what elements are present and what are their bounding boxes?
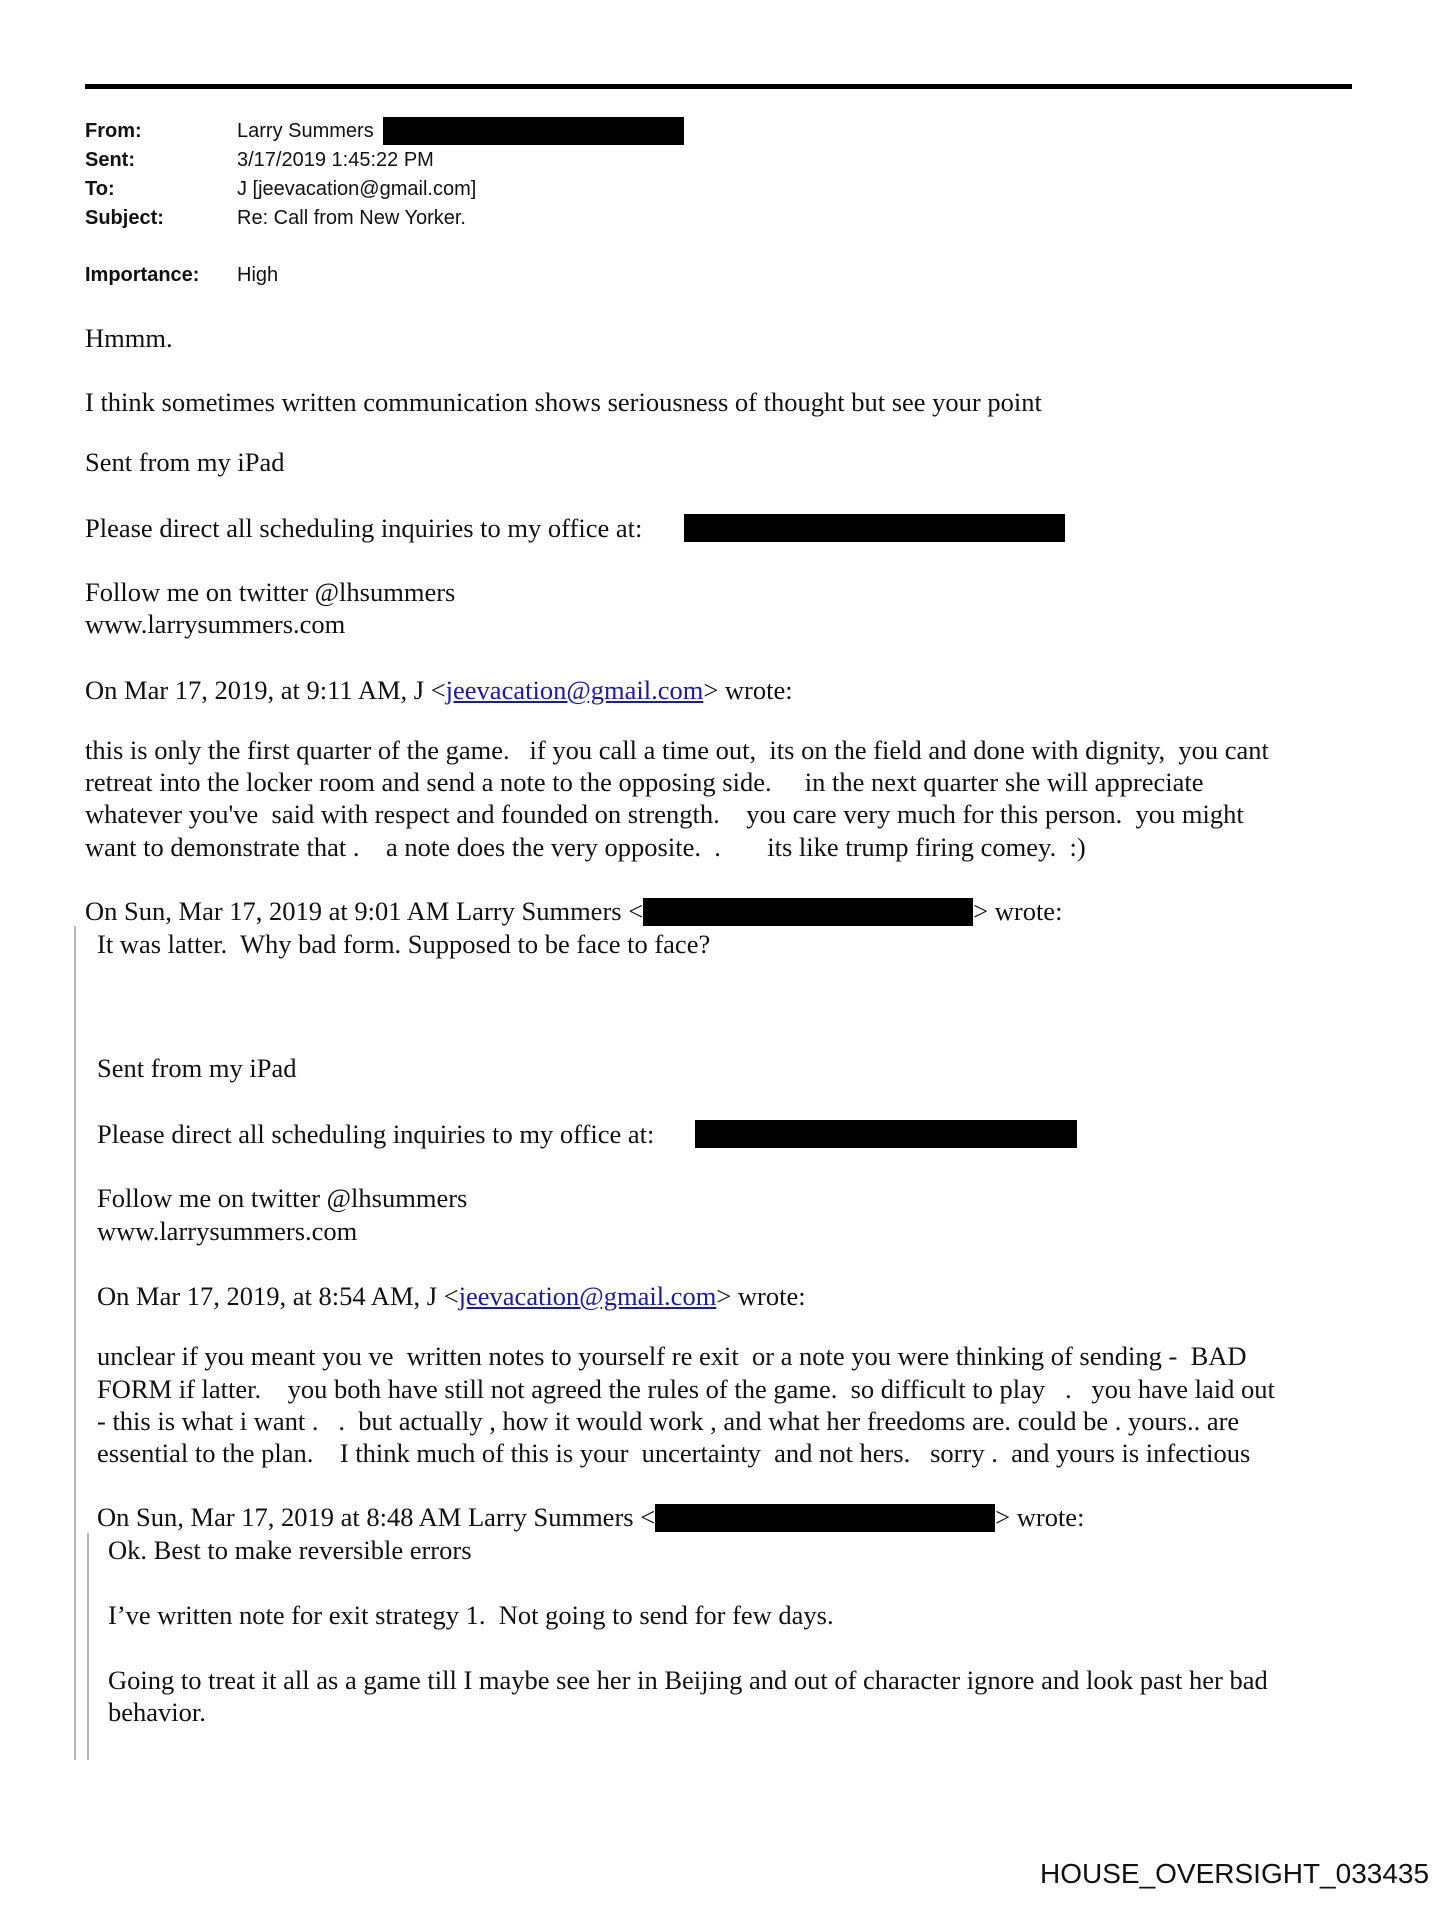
to-label: To: — [85, 178, 115, 200]
to-value: J [jeevacation@gmail.com] — [237, 178, 477, 200]
from-value: Larry Summers — [237, 120, 374, 142]
quote-intro-pre: On Sun, Mar 17, 2019 at 8:48 AM Larry Summers < — [97, 1502, 656, 1532]
quote-intro-post: > wrote: — [973, 896, 1063, 926]
quote-intro-pre: On Sun, Mar 17, 2019 at 9:01 AM Larry Summers < — [85, 896, 644, 926]
quote-line: I’ve written note for exit strategy 1. Not going to send for few days. — [108, 1600, 834, 1630]
quote-line: essential to the plan. I think much of this is your uncertainty and not hers. sorry . and yours is infectious — [97, 1438, 1251, 1468]
importance-label: Importance: — [85, 264, 200, 286]
quote-intro — [97, 1280, 806, 1312]
quote-line: want to demonstrate that . a note does the very opposite. . its like trump firing comey. :) — [85, 832, 1086, 862]
subject-value: Re: Call from New Yorker. — [237, 207, 466, 229]
quote-line: behavior. — [108, 1697, 206, 1727]
sent-from: Sent from my iPad — [97, 1053, 297, 1083]
scheduling-text: Please direct all scheduling inquiries to my office at: — [97, 1119, 655, 1149]
quote-line: unclear if you meant you ve written notes to yourself re exit or a note you were thinking of sending - BAD — [97, 1341, 1247, 1371]
quote-intro-post: > wrote: — [703, 675, 793, 705]
website-text: www.larrysummers.com — [97, 1216, 358, 1246]
quote-line: retreat into the locker room and send a note to the opposing side. in the next quarter she will appreciate — [85, 767, 1204, 797]
subject-label: Subject: — [85, 207, 164, 229]
quote-intro-pre: On Mar 17, 2019, at 9:11 AM, J < — [85, 675, 446, 705]
sent-value: 3/17/2019 1:45:22 PM — [237, 149, 434, 171]
sent-from: Sent from my iPad — [85, 447, 285, 477]
quote-line: whatever you've said with respect and founded on strength. you care very much for this person. you might — [85, 799, 1244, 829]
greeting: Hmmm. — [85, 323, 173, 353]
redaction — [684, 514, 1065, 542]
quote-line: Ok. Best to make reversible errors — [108, 1535, 472, 1565]
twitter-text: Follow me on twitter @lhsummers — [97, 1183, 468, 1213]
quote-line: FORM if latter. you both have still not agreed the rules of the game. so difficult to play . you have laid out — [97, 1374, 1275, 1404]
quote-intro — [85, 674, 793, 706]
email-link[interactable]: jeevacation@gmail.com — [445, 675, 704, 705]
quote-bar — [87, 1533, 89, 1760]
redaction — [383, 117, 684, 145]
scheduling-text: Please direct all scheduling inquiries to my office at: — [85, 513, 643, 543]
quote-intro — [85, 895, 1062, 927]
quote-line: this is only the first quarter of the game. if you call a time out, its on the field and done with dignity, you cant — [85, 735, 1269, 765]
twitter-text: Follow me on twitter @lhsummers — [85, 577, 456, 607]
bates-number: HOUSE_OVERSIGHT_033435 — [1040, 1858, 1430, 1889]
importance-value: High — [237, 264, 279, 286]
redaction — [695, 1120, 1077, 1148]
website-text: www.larrysummers.com — [85, 609, 346, 639]
quote-bar — [74, 926, 76, 1760]
quote-intro-post: > wrote: — [995, 1502, 1085, 1532]
quote-line: Going to treat it all as a game till I maybe see her in Beijing and out of character ignore and look past her bad — [108, 1665, 1268, 1695]
body-line: I think sometimes written communication shows seriousness of thought but see your point — [85, 387, 1042, 417]
from-label: From: — [85, 120, 142, 142]
quote-line: - this is what i want . . but actually , how it would work , and what her freedoms are. could be . yours.. are — [97, 1406, 1240, 1436]
header-rule — [85, 84, 1352, 89]
quote-intro — [97, 1501, 1084, 1533]
quote-line: It was latter. Why bad form. Supposed to be face to face? — [97, 929, 711, 959]
sent-label: Sent: — [85, 149, 135, 171]
email-link[interactable]: jeevacation@gmail.com — [458, 1281, 717, 1311]
quote-intro-post: > wrote: — [716, 1281, 806, 1311]
redaction — [655, 1504, 995, 1532]
quote-intro-pre: On Mar 17, 2019, at 8:54 AM, J < — [97, 1281, 459, 1311]
redaction — [643, 898, 973, 926]
